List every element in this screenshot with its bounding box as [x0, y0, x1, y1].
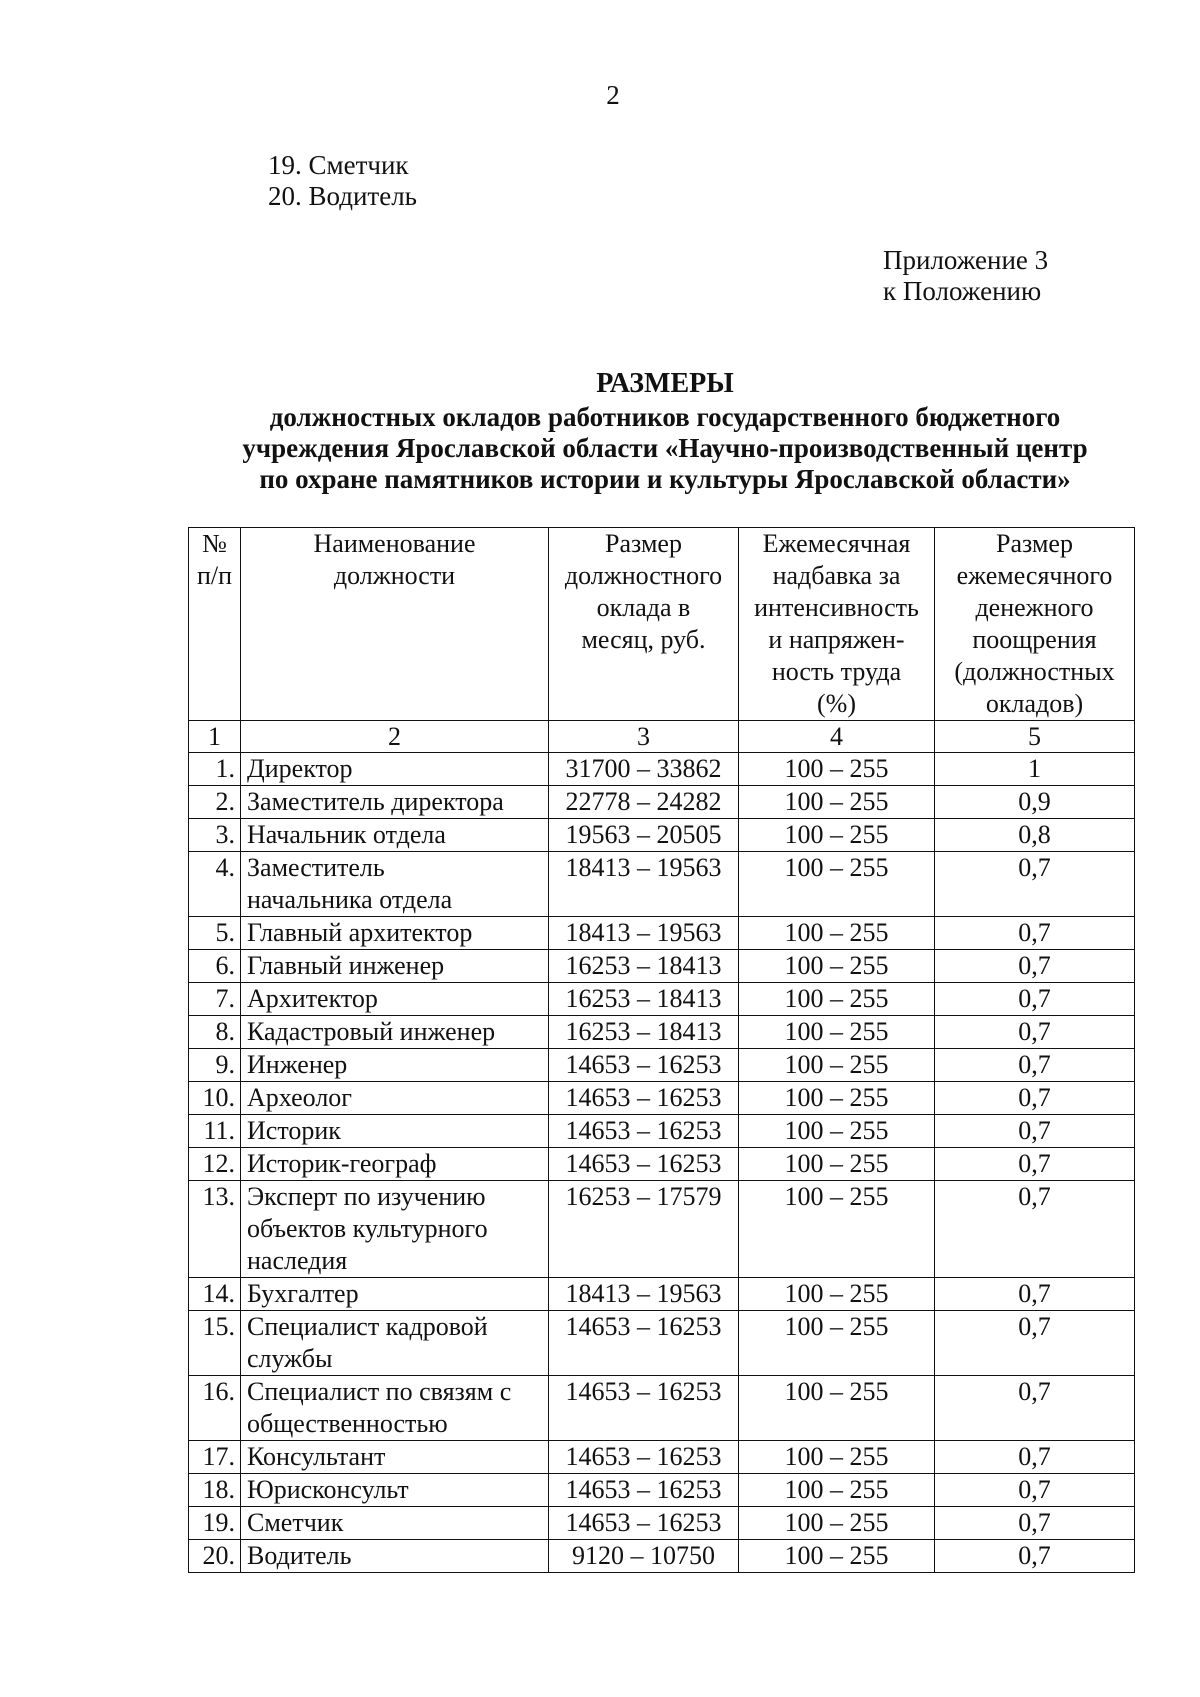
salary-range: 14653 – 16253 — [549, 1441, 739, 1474]
header-line: должности — [333, 561, 456, 590]
reward-value: 0,7 — [935, 1311, 1135, 1376]
header-line: окладов) — [985, 689, 1084, 718]
table-row — [189, 1311, 1135, 1376]
subtitle-line: по охране памятников истории и культуры Ярославской области» — [259, 464, 1071, 494]
position-name — [241, 1311, 549, 1376]
bonus-range: 100 – 255 — [739, 1082, 935, 1115]
position-name-line: Специалист кадровой — [247, 1312, 488, 1341]
header-line: ежемесячного — [956, 561, 1113, 590]
appendix-line: Приложение 3 — [883, 245, 1049, 275]
salary-range: 14653 – 16253 — [549, 1148, 739, 1181]
position-name — [241, 917, 549, 950]
appendix-reference — [883, 245, 1048, 307]
salary-range: 18413 – 19563 — [549, 917, 739, 950]
reward-value: 0,7 — [935, 917, 1135, 950]
row-number: 8. — [189, 1016, 241, 1049]
salary-range: 16253 – 18413 — [549, 950, 739, 983]
position-name-line: Юрисконсульт — [247, 1475, 409, 1504]
reward-value: 0,7 — [935, 1115, 1135, 1148]
bonus-range: 100 – 255 — [739, 983, 935, 1016]
row-number: 4. — [189, 852, 241, 917]
table-row — [189, 1115, 1135, 1148]
row-number: 16. — [189, 1376, 241, 1441]
bonus-range: 100 – 255 — [739, 753, 935, 786]
header-line: Размер — [605, 529, 682, 558]
table-row — [189, 1016, 1135, 1049]
row-number: 7. — [189, 983, 241, 1016]
reward-value: 0,7 — [935, 1278, 1135, 1311]
row-number: 18. — [189, 1474, 241, 1507]
reward-value: 0,7 — [935, 1016, 1135, 1049]
header-line: надбавка за — [772, 561, 901, 590]
position-name-line: Кадастровый инженер — [247, 1017, 496, 1046]
table-row — [189, 1278, 1135, 1311]
position-name — [241, 950, 549, 983]
salary-range: 19563 – 20505 — [549, 819, 739, 852]
position-name-line: Архитектор — [247, 984, 378, 1013]
salary-range: 14653 – 16253 — [549, 1507, 739, 1540]
position-name — [241, 1376, 549, 1441]
row-number: 1. — [189, 753, 241, 786]
reward-value: 1 — [935, 753, 1135, 786]
header-line: п/п — [196, 561, 233, 590]
salary-range: 14653 – 16253 — [549, 1474, 739, 1507]
header-line: и напряжен- — [768, 625, 905, 654]
position-name — [241, 819, 549, 852]
position-name — [241, 1016, 549, 1049]
preceding-list-item: 19. Сметчик — [268, 150, 409, 180]
table-row — [189, 1082, 1135, 1115]
table-row — [189, 1474, 1135, 1507]
position-name-line: объектов культурного — [247, 1214, 488, 1243]
salary-range: 14653 – 16253 — [549, 1311, 739, 1376]
salary-range: 9120 – 10750 — [549, 1540, 739, 1573]
header-line: Ежемесячная — [762, 529, 911, 558]
table-row — [189, 1441, 1135, 1474]
row-number: 11. — [189, 1115, 241, 1148]
row-number: 2. — [189, 786, 241, 819]
salary-table — [188, 527, 1135, 1573]
salary-range: 16253 – 17579 — [549, 1181, 739, 1278]
table-row — [189, 852, 1135, 917]
position-name-line: Водитель — [247, 1541, 352, 1570]
bonus-range: 100 – 255 — [739, 1311, 935, 1376]
position-name — [241, 753, 549, 786]
bonus-range: 100 – 255 — [739, 1376, 935, 1441]
position-name-line: службы — [247, 1344, 333, 1373]
header-line: Наименование — [313, 529, 476, 558]
header-number — [189, 528, 241, 721]
position-name — [241, 1049, 549, 1082]
position-name-line: Главный архитектор — [247, 918, 473, 947]
header-line: денежного — [975, 593, 1094, 622]
header-line: № — [202, 529, 227, 558]
reward-value: 0,7 — [935, 1474, 1135, 1507]
position-name — [241, 786, 549, 819]
position-name — [241, 1181, 549, 1278]
row-number: 6. — [189, 950, 241, 983]
reward-value: 0,7 — [935, 1148, 1135, 1181]
reward-value: 0,7 — [935, 1376, 1135, 1441]
position-name-line: начальника отдела — [247, 885, 453, 914]
header-line: оклада в — [596, 593, 691, 622]
row-number: 12. — [189, 1148, 241, 1181]
position-name — [241, 852, 549, 917]
bonus-range: 100 – 255 — [739, 1474, 935, 1507]
table-row — [189, 1376, 1135, 1441]
row-number: 17. — [189, 1441, 241, 1474]
salary-range: 16253 – 18413 — [549, 983, 739, 1016]
position-name — [241, 1507, 549, 1540]
header-line: поощрения — [972, 625, 1097, 654]
table-row — [189, 786, 1135, 819]
subtitle-line: должностных окладов работников государственного бюджетного — [269, 402, 1061, 432]
position-name-line: Начальник отдела — [247, 820, 446, 849]
table-row — [189, 1181, 1135, 1278]
reward-value: 0,7 — [935, 1441, 1135, 1474]
position-name — [241, 1540, 549, 1573]
position-name — [241, 1474, 549, 1507]
table-row — [189, 1540, 1135, 1573]
header-line: должностного — [564, 561, 723, 590]
row-number: 5. — [189, 917, 241, 950]
salary-range: 22778 – 24282 — [549, 786, 739, 819]
bonus-range: 100 – 255 — [739, 786, 935, 819]
page-number: 2 — [606, 80, 620, 110]
row-number: 3. — [189, 819, 241, 852]
reward-value: 0,7 — [935, 1507, 1135, 1540]
table-header — [189, 528, 1135, 721]
header-line: ность труда — [771, 657, 902, 686]
row-number: 13. — [189, 1181, 241, 1278]
appendix-line: к Положению — [883, 276, 1042, 306]
table-body — [189, 721, 1135, 1573]
column-number: 2 — [241, 721, 549, 753]
table-row — [189, 983, 1135, 1016]
table-row — [189, 1507, 1135, 1540]
header-position — [241, 528, 549, 721]
position-name-line: Эксперт по изучению — [247, 1182, 486, 1211]
bonus-range: 100 – 255 — [739, 917, 935, 950]
position-name-line: Директор — [247, 754, 353, 783]
position-name-line: Консультант — [247, 1442, 386, 1471]
table-row — [189, 917, 1135, 950]
salary-range: 31700 – 33862 — [549, 753, 739, 786]
position-name-line: Историк-географ — [247, 1149, 437, 1178]
position-name — [241, 1082, 549, 1115]
bonus-range: 100 – 255 — [739, 1148, 935, 1181]
position-name-line: Заместитель — [247, 853, 385, 882]
reward-value: 0,7 — [935, 852, 1135, 917]
row-number: 19. — [189, 1507, 241, 1540]
bonus-range: 100 – 255 — [739, 950, 935, 983]
reward-value: 0,7 — [935, 1181, 1135, 1278]
bonus-range: 100 – 255 — [739, 1181, 935, 1278]
bonus-range: 100 – 255 — [739, 1507, 935, 1540]
salary-range: 16253 – 18413 — [549, 1016, 739, 1049]
salary-range: 18413 – 19563 — [549, 1278, 739, 1311]
row-number: 15. — [189, 1311, 241, 1376]
header-line: (%) — [817, 689, 856, 718]
position-name-line: Бухгалтер — [247, 1279, 359, 1308]
header-salary — [549, 528, 739, 721]
position-name-line: общественностью — [247, 1409, 448, 1438]
bonus-range: 100 – 255 — [739, 1441, 935, 1474]
table-row — [189, 950, 1135, 983]
position-name — [241, 1278, 549, 1311]
position-name-line: Заместитель директора — [247, 787, 504, 816]
position-name-line: Специалист по связям с — [247, 1377, 512, 1406]
row-number: 20. — [189, 1540, 241, 1573]
column-number: 4 — [739, 721, 935, 753]
column-number: 3 — [549, 721, 739, 753]
reward-value: 0,7 — [935, 983, 1135, 1016]
position-name — [241, 983, 549, 1016]
reward-value: 0,7 — [935, 1049, 1135, 1082]
position-name-line: Историк — [247, 1116, 341, 1145]
salary-range: 14653 – 16253 — [549, 1049, 739, 1082]
table-row — [189, 1049, 1135, 1082]
header-reward — [935, 528, 1135, 721]
reward-value: 0,7 — [935, 1540, 1135, 1573]
bonus-range: 100 – 255 — [739, 1016, 935, 1049]
bonus-range: 100 – 255 — [739, 1540, 935, 1573]
bonus-range: 100 – 255 — [739, 819, 935, 852]
header-line: месяц, руб. — [581, 625, 706, 654]
column-number-row — [189, 721, 1135, 753]
reward-value: 0,7 — [935, 1082, 1135, 1115]
position-name — [241, 1441, 549, 1474]
preceding-list-item: 20. Водитель — [268, 181, 417, 211]
position-name-line: Археолог — [247, 1083, 352, 1112]
bonus-range: 100 – 255 — [739, 1049, 935, 1082]
column-number: 5 — [935, 721, 1135, 753]
document-title: РАЗМЕРЫ — [596, 368, 734, 399]
reward-value: 0,7 — [935, 950, 1135, 983]
salary-range: 18413 – 19563 — [549, 852, 739, 917]
header-line: интенсивность — [754, 593, 919, 622]
position-name-line: Главный инженер — [247, 951, 445, 980]
position-name — [241, 1115, 549, 1148]
subtitle-line: учреждения Ярославской области «Научно-производственный центр — [242, 433, 1088, 463]
bonus-range: 100 – 255 — [739, 852, 935, 917]
table-header-row — [189, 528, 1135, 721]
position-name-line: Сметчик — [247, 1508, 344, 1537]
header-line: Размер — [996, 529, 1073, 558]
salary-range: 14653 – 16253 — [549, 1376, 739, 1441]
row-number: 9. — [189, 1049, 241, 1082]
salary-range: 14653 – 16253 — [549, 1082, 739, 1115]
salary-range: 14653 – 16253 — [549, 1115, 739, 1148]
reward-value: 0,8 — [935, 819, 1135, 852]
bonus-range: 100 – 255 — [739, 1278, 935, 1311]
position-name — [241, 1148, 549, 1181]
row-number: 14. — [189, 1278, 241, 1311]
header-bonus — [739, 528, 935, 721]
bonus-range: 100 – 255 — [739, 1115, 935, 1148]
table-row — [189, 1148, 1135, 1181]
column-number: 1 — [189, 721, 241, 753]
table-row — [189, 753, 1135, 786]
header-line: (должностных — [954, 657, 1115, 686]
reward-value: 0,9 — [935, 786, 1135, 819]
position-name-line: Инженер — [247, 1050, 348, 1079]
position-name-line: наследия — [247, 1246, 348, 1275]
table-row — [189, 819, 1135, 852]
document-subtitle — [190, 402, 1140, 495]
row-number: 10. — [189, 1082, 241, 1115]
